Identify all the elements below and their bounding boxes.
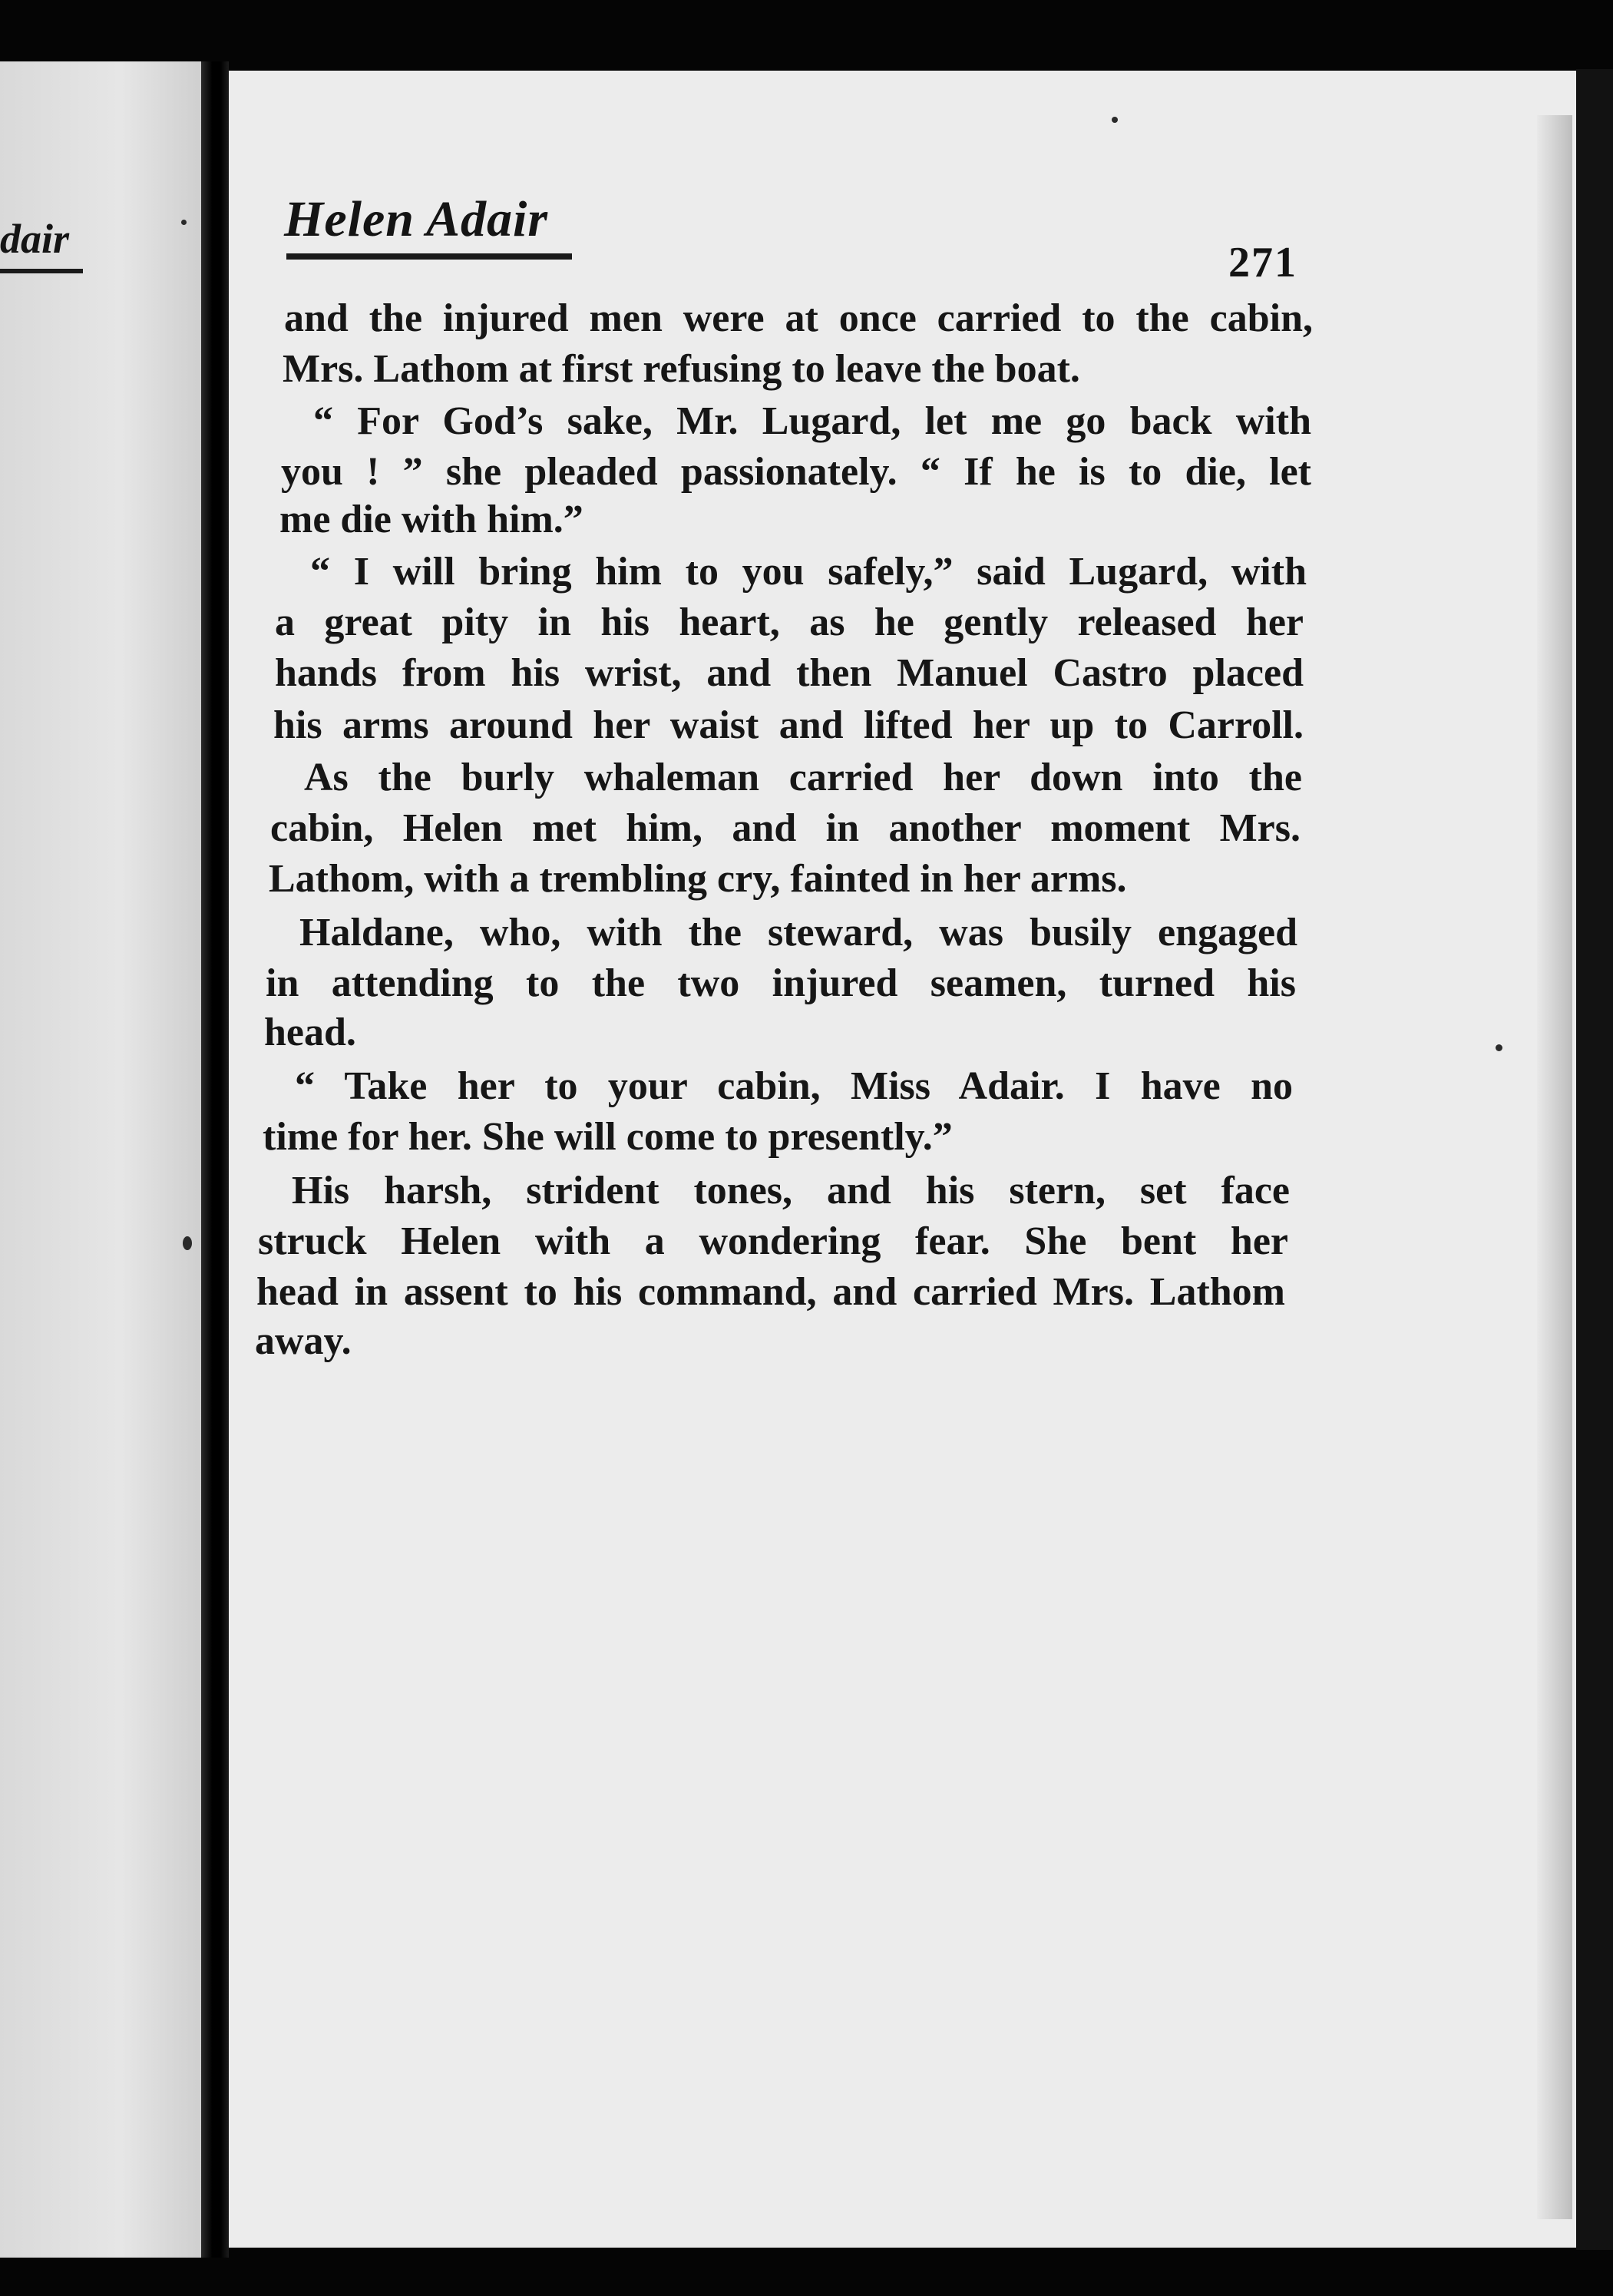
previous-page-head-rule — [0, 269, 83, 273]
text-line: struck Helen with a wondering fear. She bent her — [258, 1219, 1288, 1263]
page-edge-shadow — [1537, 115, 1572, 2219]
scan-border-right — [1576, 69, 1613, 2250]
text-line: hands from his wrist, and then Manuel Castro placed — [275, 651, 1304, 695]
text-line: his arms around her waist and lifted her up to Carroll. — [273, 703, 1304, 747]
previous-page-fragment — [0, 61, 201, 2258]
text-line: “ Take her to your cabin, Miss Adair. I have no — [295, 1064, 1293, 1108]
text-line: head in assent to his command, and carried Mrs. Lathom — [256, 1270, 1285, 1314]
text-line: time for her. She will come to presently.” — [263, 1115, 953, 1159]
text-line: Lathom, with a trembling cry, fainted in her arms. — [269, 857, 1127, 901]
text-line: His harsh, strident tones, and his stern, set face — [292, 1169, 1290, 1213]
dust-speck — [1112, 117, 1118, 123]
text-line: Haldane, who, with the steward, was busily engaged — [299, 911, 1297, 954]
text-line: head. — [264, 1011, 356, 1054]
text-line: Mrs. Lathom at first refusing to leave the boat. — [283, 347, 1080, 391]
text-line: As the burly whaleman carried her down into the — [304, 756, 1302, 799]
text-line: “ For God’s sake, Mr. Lugard, let me go back with — [313, 399, 1311, 443]
book-gutter — [201, 61, 229, 2258]
text-line: you ! ” she pleaded passionately. “ If he is to die, let — [281, 450, 1311, 494]
text-line: in attending to the two injured seamen, turned his — [266, 961, 1296, 1005]
text-line: cabin, Helen met him, and in another moment Mrs. — [270, 806, 1301, 850]
dust-speck — [1496, 1044, 1502, 1051]
text-line: and the injured men were at once carried to the cabin, — [284, 296, 1313, 340]
text-line: a great pity in his heart, as he gently released her — [275, 600, 1304, 644]
dust-speck — [181, 220, 187, 225]
text-line: away. — [255, 1319, 352, 1363]
previous-page-running-head: dair — [0, 216, 70, 262]
dust-speck — [183, 1236, 192, 1250]
page-number: 271 — [1228, 239, 1297, 286]
running-head: Helen Adair — [284, 191, 549, 247]
running-head-rule — [286, 253, 572, 260]
text-line: me die with him.” — [279, 498, 583, 541]
text-line: “ I will bring him to you safely,” said Lugard, with — [310, 550, 1307, 594]
